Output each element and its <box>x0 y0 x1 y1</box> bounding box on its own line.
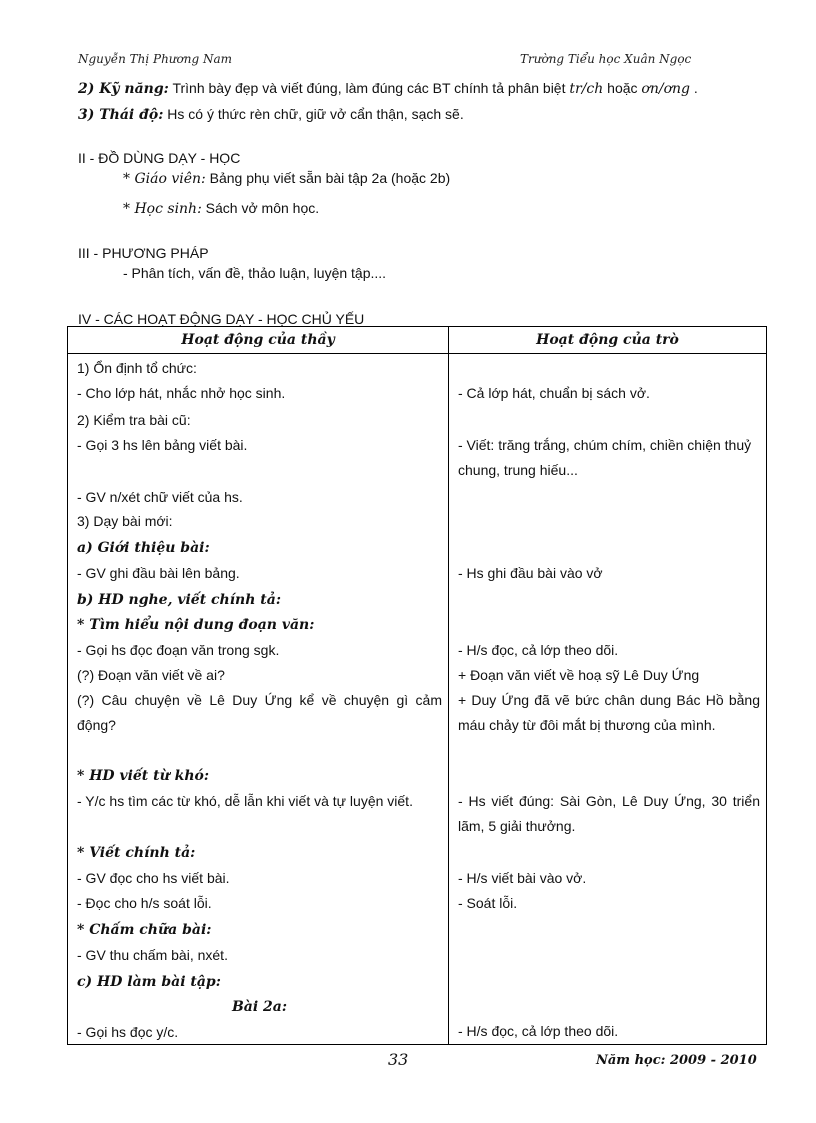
teacher-line: - Cho lớp hát, nhắc nhở học sinh. <box>77 384 286 401</box>
subsection-heading: b) HD nghe, viết chính tả: <box>77 592 281 609</box>
student-line: - H/s đọc, cả lớp theo dõi. <box>458 641 619 658</box>
subsection-heading: c) HD làm bài tập: <box>77 973 221 990</box>
subsection-heading: * HD viết từ khó: <box>77 768 210 785</box>
teacher-line: - Gọi hs đọc đoạn văn trong sgk. <box>77 641 280 658</box>
teacher-cell <box>68 406 449 483</box>
table-row <box>68 483 767 535</box>
skills-or: hoặc <box>603 80 642 96</box>
teacher-cell <box>68 354 449 406</box>
student-label: * Học sinh: <box>123 201 202 217</box>
teacher-cell <box>68 839 449 916</box>
student-cell <box>449 406 767 483</box>
student-line <box>458 613 760 638</box>
student-line: - H/s đọc, cả lớp theo dõi. <box>458 1023 619 1040</box>
section2-title: II - ĐỒ DÙNG DẠY - HỌC <box>78 150 241 166</box>
subsection-heading: a) Giới thiệu bài: <box>77 540 210 557</box>
student-materials-text: Sách vở môn học. <box>201 200 320 216</box>
student-line <box>458 536 760 561</box>
teacher-cell <box>68 586 449 762</box>
student-cell <box>449 839 767 916</box>
student-cell <box>449 586 767 762</box>
table-row <box>68 839 767 916</box>
student-cell <box>449 354 767 406</box>
method-text: - Phân tích, vấn đề, thảo luận, luyện tập.... <box>123 265 387 281</box>
subsection-heading: * Viết chính tả: <box>77 845 196 862</box>
student-cell <box>449 483 767 535</box>
teacher-materials-text: Bảng phụ viết sẵn bài tập 2a (hoặc 2b) <box>205 170 451 186</box>
section4-title: IV - CÁC HOẠT ĐỘNG DẠY - HỌC CHỦ YẾU <box>78 311 365 327</box>
school-year: Năm học: 2009 - 2010 <box>596 1053 757 1068</box>
student-line: + Đoạn văn viết về hoạ sỹ Lê Duy Ứng <box>458 666 700 683</box>
exercise-heading: Bài 2a: <box>231 998 288 1015</box>
student-line <box>458 588 760 613</box>
teacher-line: (?) Câu chuyện về Lê Duy Ứng kể về chuyện gì cảm động? <box>77 691 442 733</box>
skills-pair2: ơn/ơng <box>641 81 690 97</box>
teacher-materials <box>123 170 450 187</box>
teacher-line: - GV đọc cho hs viết bài. <box>77 870 230 887</box>
table-row <box>68 968 767 1045</box>
page-number: 33 <box>388 1050 409 1069</box>
skills-line <box>78 80 698 97</box>
teacher-line: - GV thu chấm bài, nxét. <box>77 946 228 963</box>
table-row <box>68 762 767 839</box>
teacher-line: - GV ghi đầu bài lên bảng. <box>77 565 240 582</box>
table-row <box>68 586 767 762</box>
attitude-label: 3) Thái độ: <box>78 107 164 123</box>
student-line: - Hs ghi đầu bài vào vở <box>458 565 603 582</box>
teacher-cell <box>68 968 449 1045</box>
teacher-label: * Giáo viên: <box>123 171 206 187</box>
teacher-line: - GV n/xét chữ viết của hs. <box>77 488 243 505</box>
table-row <box>68 406 767 483</box>
skills-end: . <box>690 80 698 96</box>
skills-text: Trình bày đẹp và viết đúng, làm đúng các BT chính tả phân biệt <box>168 80 570 96</box>
col-student-header: Hoạt động của trò <box>449 327 767 354</box>
teacher-cell <box>68 534 449 586</box>
teacher-line: 2) Kiểm tra bài cũ: <box>77 411 191 428</box>
teacher-cell <box>68 483 449 535</box>
section3-title: III - PHƯƠNG PHÁP <box>78 245 209 261</box>
student-line: - Viết: trăng trắng, chúm chím, chiền chiện thuỷ chung, trung hiếu... <box>458 436 752 478</box>
student-cell <box>449 968 767 1045</box>
attitude-line <box>78 106 464 123</box>
header-author: Nguyễn Thị Phương Nam <box>78 52 233 66</box>
student-line: - H/s viết bài vào vở. <box>458 870 587 887</box>
teacher-line: - Y/c hs tìm các từ khó, dễ lẫn khi viết và tự luyện viết. <box>77 793 413 810</box>
table-row <box>68 916 767 968</box>
student-materials <box>123 200 319 217</box>
student-cell <box>449 534 767 586</box>
table-row <box>68 534 767 586</box>
teacher-line: - Đọc cho h/s soát lỗi. <box>77 894 212 911</box>
teacher-cell <box>68 762 449 839</box>
activities-table <box>67 326 767 1045</box>
student-line: - Soát lỗi. <box>458 894 518 911</box>
table-row <box>68 354 767 406</box>
subsection-heading: * Tìm hiểu nội dung đoạn văn: <box>77 617 315 634</box>
student-cell <box>449 916 767 968</box>
student-line: + Duy Ứng đã vẽ bức chân dung Bác Hồ bằng máu chảy từ đôi mắt bị thương của mình. <box>458 691 760 733</box>
attitude-text: Hs có ý thức rèn chữ, giữ vở cẩn thận, sạch sẽ. <box>163 106 464 122</box>
student-line <box>458 356 760 381</box>
student-line: - Cả lớp hát, chuẩn bị sách vở. <box>458 384 650 401</box>
teacher-line: - Gọi 3 hs lên bảng viết bài. <box>77 436 248 453</box>
student-cell <box>449 762 767 839</box>
col-teacher-header: Hoạt động của thầy <box>68 327 449 354</box>
teacher-line: (?) Đoạn văn viết về ai? <box>77 666 225 683</box>
teacher-cell <box>68 916 449 968</box>
student-line: - Hs viết đúng: Sài Gòn, Lê Duy Ứng, 30 triển lãm, 5 giải thưởng. <box>458 793 760 835</box>
skills-label: 2) Kỹ năng: <box>78 81 169 97</box>
teacher-line: - Gọi hs đọc y/c. <box>77 1023 179 1040</box>
header-school: Trường Tiểu học Xuân Ngọc <box>520 52 692 66</box>
skills-pair1: tr/ch <box>569 81 604 97</box>
teacher-line: 3) Dạy bài mới: <box>77 513 173 530</box>
teacher-line: 1) Ổn định tổ chức: <box>77 360 197 376</box>
subsection-heading: * Chấm chữa bài: <box>77 921 212 938</box>
student-line <box>458 408 760 433</box>
